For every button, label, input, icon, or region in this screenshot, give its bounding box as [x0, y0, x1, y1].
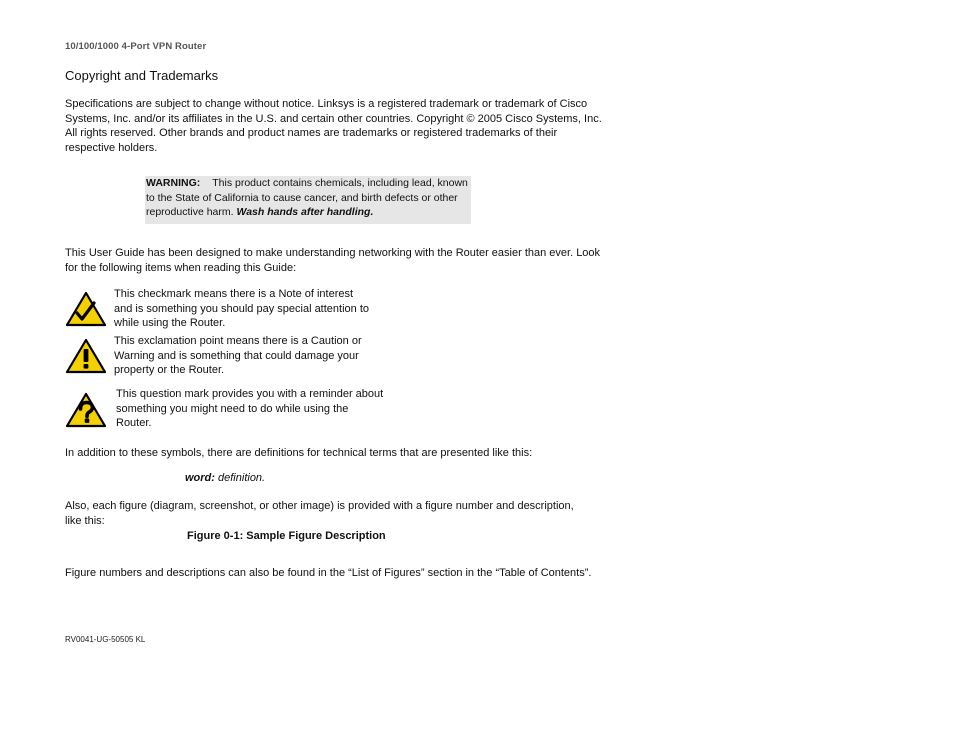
definitions-intro-paragraph: In addition to these symbols, there are definitions for technical terms that are presented like this: — [65, 447, 533, 459]
guide-intro-paragraph: This User Guide has been designed to make understanding networking with the Router easier than ever. Look for the following items when reading this Guide: — [65, 247, 601, 274]
warning-emphasis: Wash hands after handling. — [236, 206, 374, 218]
figures-intro-paragraph: Also, each figure (diagram, screenshot, or other image) is provided with a figure number and description, like this: — [65, 500, 574, 527]
exclamation-symbol-description: This exclamation point means there is a Caution or Warning and is something that could damage your property or the Router. — [114, 335, 362, 376]
question-mark-warning-triangle-icon — [65, 392, 107, 428]
exclamation-warning-triangle-icon — [65, 338, 107, 374]
checkmark-symbol-description: This checkmark means there is a Note of interest and is something you should pay special attention to while using the Router. — [114, 288, 369, 329]
sample-definition-text: definition. — [218, 472, 266, 484]
warning-box — [145, 175, 471, 224]
sample-definition — [185, 472, 265, 484]
running-header: 10/100/1000 4-Port VPN Router — [65, 41, 207, 52]
question-mark-symbol-description: This question mark provides you with a reminder about something you might need to do while using the Router. — [116, 388, 384, 429]
sample-figure-caption: Figure 0-1: Sample Figure Description — [187, 530, 386, 542]
figures-note-paragraph: Figure numbers and descriptions can also be found in the “List of Figures” section in the “Table of Contents”. — [65, 567, 592, 579]
copyright-paragraph: Specifications are subject to change without notice. Linksys is a registered trademark or trademark of Cisco Systems, Inc. and/or its affiliates in the U.S. and certain other countries. Copyright © 2005 Cisco Systems, Inc. All rights reserved. Other brands and product names are trademarks or registered trademarks of their respective holders. — [65, 98, 602, 154]
checkmark-warning-triangle-icon — [65, 291, 107, 327]
section-title: Copyright and Trademarks — [65, 68, 219, 83]
document-code: RV0041-UG-50505 KL — [65, 635, 146, 644]
sample-definition-word: word: — [185, 472, 215, 484]
warning-text — [146, 176, 476, 220]
warning-label: WARNING: — [146, 177, 201, 189]
warning-body: This product contains chemicals, including lead, known to the State of California to cause cancer, and birth defects or other reproductive harm. — [146, 177, 468, 218]
